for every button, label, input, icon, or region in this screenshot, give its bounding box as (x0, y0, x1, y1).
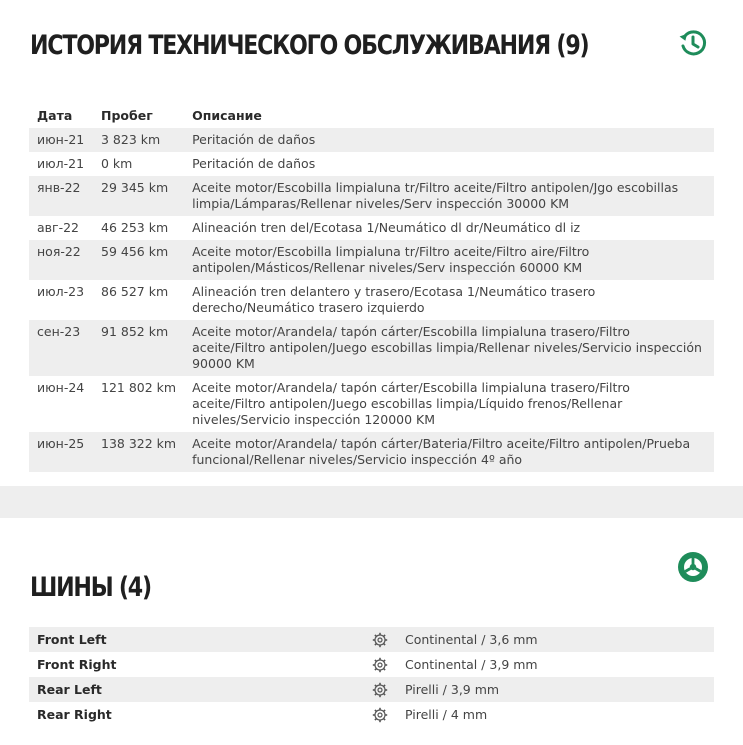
gear-icon (372, 632, 388, 648)
row-mileage: 29 345 km (93, 176, 184, 216)
list-item (29, 702, 714, 727)
row-description: Aceite motor/Arandela/ tapón cárter/Escobilla limpialuna trasero/Filtro aceite/Filtro antipolen/Juego escobillas limpia/Líquido frenos/Rellenar niveles/Servicio inspección 120000 KM (192, 380, 630, 427)
tire-position: Rear Left (37, 682, 102, 697)
gear-icon (372, 657, 388, 673)
table-row (29, 176, 714, 216)
row-description: Peritación de daños (184, 128, 714, 152)
row-description: Alineación tren del/Ecotasa 1/Neumático dl dr/Neumático dl iz (192, 220, 581, 235)
row-mileage: 0 km (101, 156, 133, 171)
row-date: июл-21 (37, 156, 85, 171)
table-row (29, 216, 714, 240)
row-mileage: 59 456 km (93, 240, 184, 280)
table-row (29, 320, 714, 376)
tire-position: Front Left (37, 632, 107, 647)
row-date: янв-22 (29, 176, 93, 216)
row-date: июл-23 (37, 284, 85, 299)
row-mileage: 91 852 km (93, 320, 184, 376)
tires-section (0, 518, 743, 745)
row-date: авг-22 (37, 220, 80, 235)
table-header-row (29, 104, 714, 128)
maintenance-title: ИСТОРИЯ ТЕХНИЧЕСКОГО ОБСЛУЖИВАНИЯ (9) (30, 30, 589, 61)
history-icon[interactable] (676, 26, 710, 60)
gear-icon (372, 682, 388, 698)
row-description: Aceite motor/Escobilla limpialuna tr/Filtro aceite/Filtro aire/Filtro antipolen/Másticos/Rellenar niveles/Serv inspección 60000 KM (184, 240, 714, 280)
table-row (29, 240, 714, 280)
tire-position: Rear Right (37, 707, 112, 722)
tires-list (29, 627, 714, 727)
table-row (29, 280, 714, 320)
row-mileage: 121 802 km (101, 380, 177, 395)
row-mileage: 46 253 km (101, 220, 169, 235)
row-description: Alineación tren delantero y trasero/Ecotasa 1/Neumático trasero derecho/Neumático trasero izquierdo (192, 284, 596, 315)
table-row (29, 376, 714, 432)
tire-value: Continental / 3,6 mm (405, 632, 538, 647)
table-row (29, 152, 714, 176)
tire-value: Pirelli / 3,9 mm (405, 682, 500, 697)
section-divider (0, 486, 743, 518)
tires-title: ШИНЫ (4) (30, 572, 151, 603)
header-mileage: Пробег (101, 107, 153, 123)
gear-icon (372, 707, 388, 723)
row-description: Aceite motor/Escobilla limpialuna tr/Filtro aceite/Filtro antipolen/Jgo escobillas limpia/Lámparas/Rellenar niveles/Serv inspección 30000 KM (184, 176, 714, 216)
list-item (29, 652, 714, 677)
list-item (29, 677, 714, 702)
row-description: Aceite motor/Arandela/ tapón cárter/Escobilla limpialuna trasero/Filtro aceite/Filtro antipolen/Juego escobillas limpia/Rellenar niveles/Servicio inspección 90000 KM (184, 320, 714, 376)
table-row (29, 128, 714, 152)
row-description: Peritación de daños (192, 156, 316, 171)
maintenance-table (29, 104, 714, 472)
tire-value: Continental / 3,9 mm (405, 657, 538, 672)
row-mileage: 3 823 km (93, 128, 184, 152)
tire-value: Pirelli / 4 mm (405, 707, 488, 722)
table-row (29, 432, 714, 472)
row-mileage: 138 322 km (93, 432, 184, 472)
row-date: июн-24 (37, 380, 85, 395)
list-item (29, 627, 714, 652)
row-mileage: 86 527 km (101, 284, 169, 299)
row-description: Aceite motor/Arandela/ tapón cárter/Bateria/Filtro aceite/Filtro antipolen/Prueba funcional/Rellenar niveles/Servicio inspección 4º año (184, 432, 714, 472)
row-date: июн-25 (29, 432, 93, 472)
row-date: ноя-22 (29, 240, 93, 280)
header-description: Описание (192, 107, 262, 123)
row-date: сен-23 (29, 320, 93, 376)
tire-position: Front Right (37, 657, 117, 672)
tire-icon[interactable] (676, 550, 710, 584)
header-date: Дата (37, 107, 73, 123)
row-date: июн-21 (29, 128, 93, 152)
